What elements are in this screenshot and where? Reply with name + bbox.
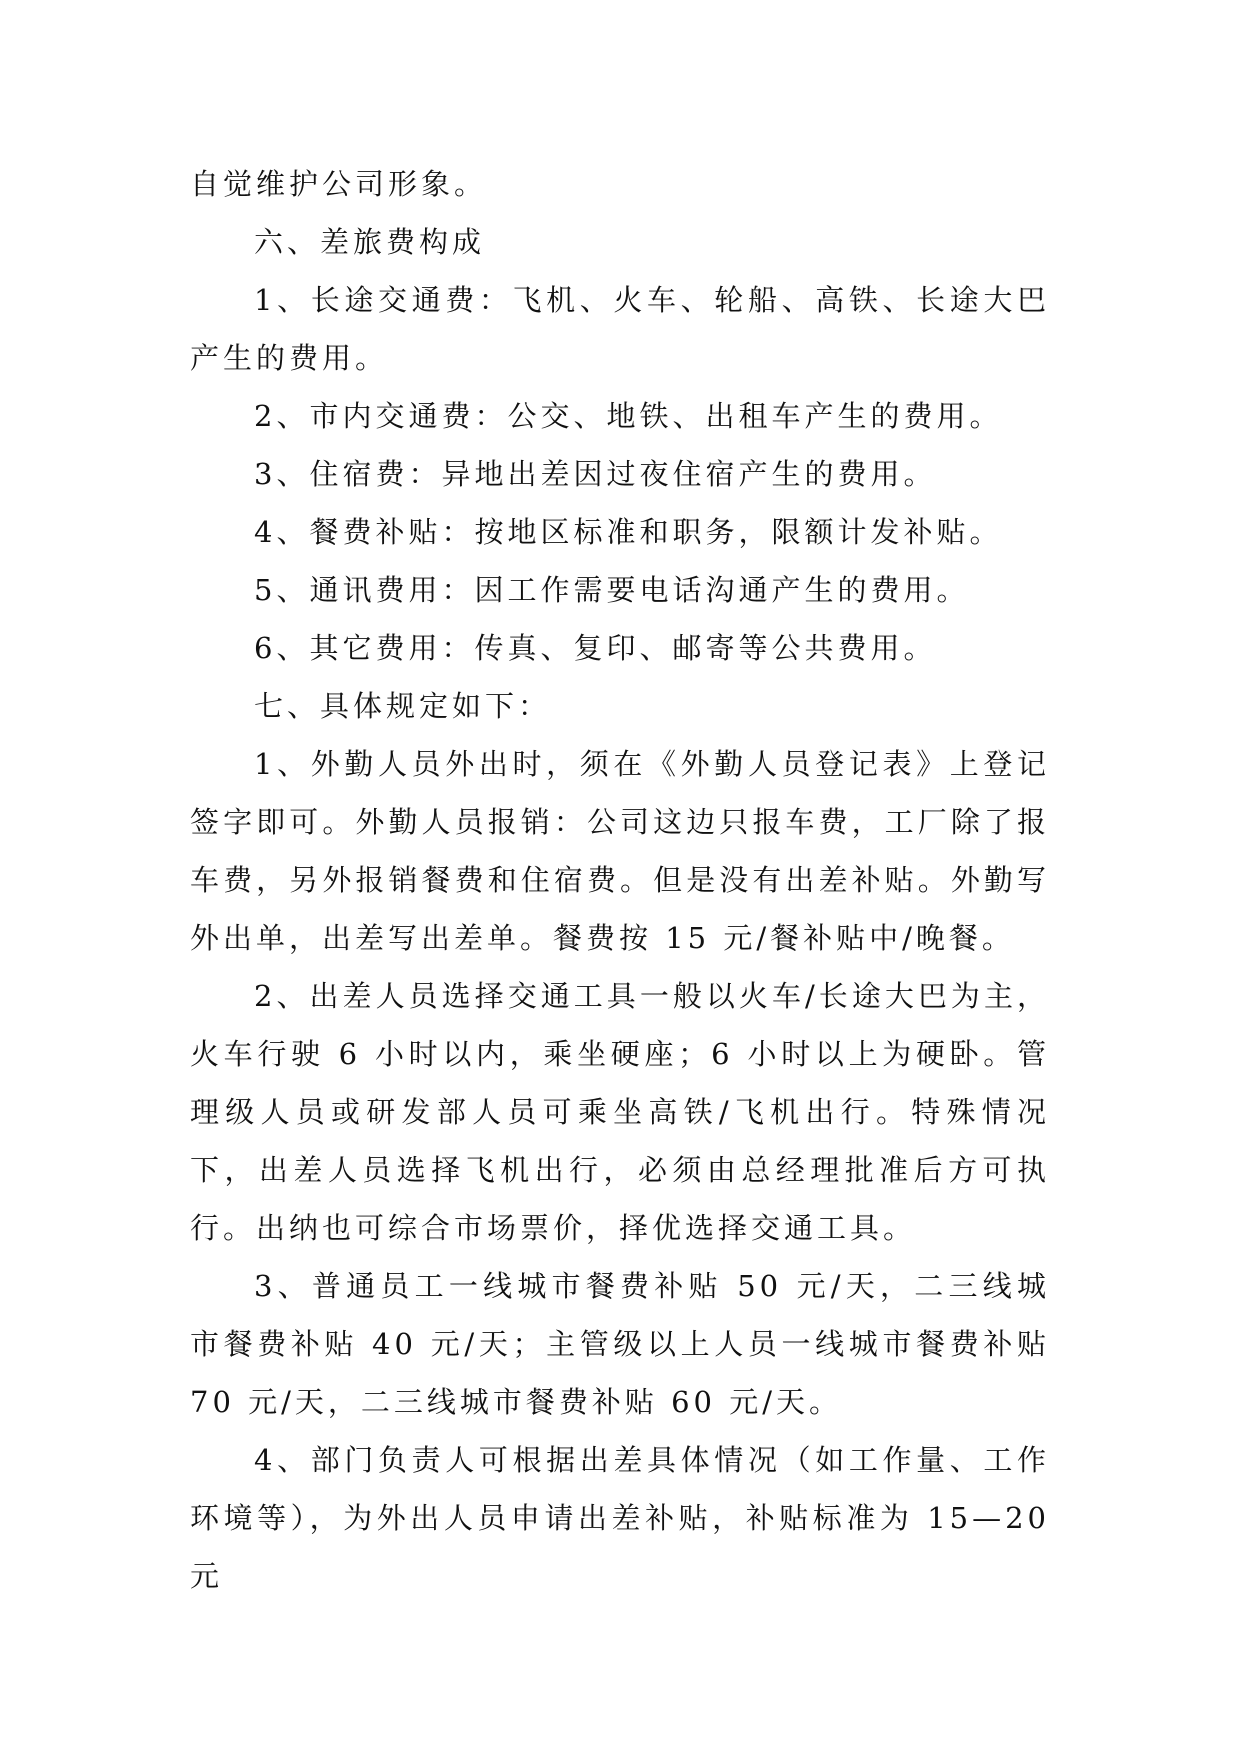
list-item-long-distance-transport: 1、长途交通费：飞机、火车、轮船、高铁、长途大巴产生的费用。 [190, 283, 1050, 375]
document-body [190, 155, 1050, 1605]
list-item-other-expenses: 6、其它费用：传真、复印、邮寄等公共费用。 [254, 631, 937, 665]
rule-meal-allowance-rates: 3、普通员工一线城市餐费补贴 50 元/天，二三线城市餐费补贴 40 元/天；主管级以上人员一线城市餐费补贴 70 元/天，二三线城市餐费补贴 60 元/天。 [190, 1269, 1050, 1419]
rule-department-subsidy: 4、部门负责人可根据出差具体情况（如工作量、工作环境等），为外出人员申请出差补贴，补贴标准为 15—20 元 [190, 1443, 1050, 1593]
section-heading-specific-rules: 七、具体规定如下： [254, 689, 552, 723]
rule-field-staff: 1、外勤人员外出时，须在《外勤人员登记表》上登记签字即可。外勤人员报销：公司这边只报车费，工厂除了报车费，另外报销餐费和住宿费。但是没有出差补贴。外勤写外出单，出差写出差单。餐费按 15 元/餐补贴中/晚餐。 [190, 747, 1050, 955]
list-item-meal-allowance: 4、餐费补贴：按地区标准和职务，限额计发补贴。 [254, 515, 1003, 549]
list-item-accommodation: 3、住宿费：异地出差因过夜住宿产生的费用。 [254, 457, 937, 491]
list-item-local-transport: 2、市内交通费：公交、地铁、出租车产生的费用。 [254, 399, 1003, 433]
section-heading-travel-expense-composition: 六、差旅费构成 [254, 225, 486, 259]
paragraph-intro-tail: 自觉维护公司形象。 [190, 167, 488, 201]
rule-transport-choice: 2、出差人员选择交通工具一般以火车/长途大巴为主，火车行驶 6 小时以内，乘坐硬座；6 小时以上为硬卧。管理级人员或研发部人员可乘坐高铁/飞机出行。特殊情况下，出差人员选择飞机出行，必须由总经理批准后方可执行。出纳也可综合市场票价，择优选择交通工具。 [190, 979, 1050, 1245]
list-item-communication: 5、通讯费用：因工作需要电话沟通产生的费用。 [254, 573, 970, 607]
